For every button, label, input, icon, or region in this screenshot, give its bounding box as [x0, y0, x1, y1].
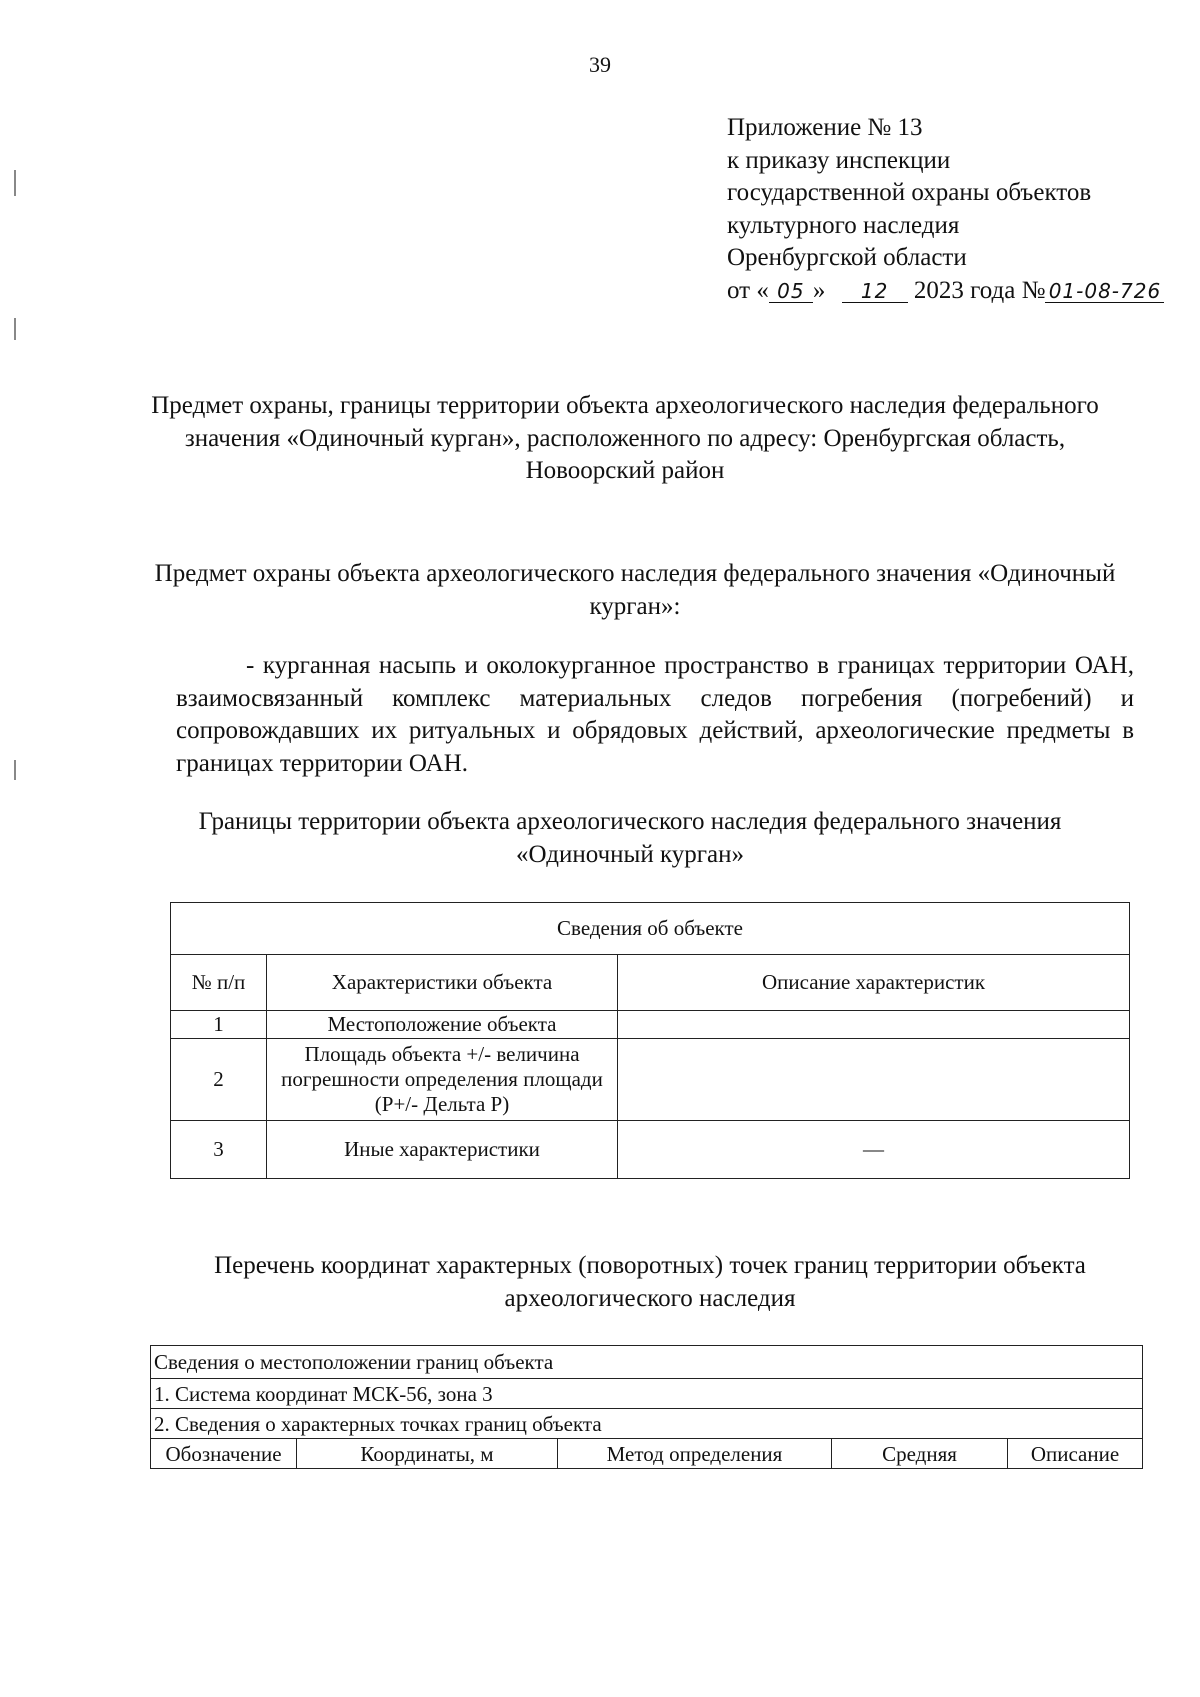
scan-speck: [14, 318, 16, 340]
row-num: 3: [171, 1121, 267, 1179]
location-table: [150, 1345, 1143, 1469]
appendix-line-1: Приложение № 13: [727, 114, 923, 141]
location-row-2: 1. Система координат МСК-56, зона 3: [151, 1379, 1143, 1409]
col-description: Описание: [1008, 1439, 1143, 1469]
subject-text: - курганная насыпь и околокурганное пространство в границах территории ОАН, взаимосвязанный комплекс материальных следов погребения (погребений) и сопровождавших их ритуальных и обрядовых действий, археологические предметы в границах территории ОАН.: [176, 652, 1134, 777]
appendix-line-2: к приказу инспекции: [727, 146, 951, 174]
location-row-1: Сведения о местоположении границ объекта: [151, 1346, 1143, 1379]
handwritten-day: 05: [769, 280, 813, 303]
date-prefix: от «: [727, 276, 769, 304]
col-designation: Обозначение: [151, 1439, 297, 1469]
table-row: [171, 1011, 1130, 1039]
row-characteristic: Местоположение объекта: [267, 1011, 618, 1039]
appendix-line-4: культурного наследия: [727, 211, 960, 239]
row-characteristic: Иные характеристики: [267, 1121, 618, 1179]
main-title: Предмет охраны, границы территории объекта археологического наследия федерального значения «Одиночный курган», расположенного по адресу: Оренбургская область, Новоорский район: [151, 392, 1099, 484]
handwritten-order-number: 01-08-726: [1045, 280, 1164, 303]
col-method: Метод определения: [558, 1439, 832, 1469]
row-characteristic: Площадь объекта +/- величина погрешности определения площади (P+/- Дельта P): [267, 1039, 618, 1121]
table-row: [171, 1121, 1130, 1179]
handwritten-month: 12: [842, 280, 908, 303]
location-row-3: 2. Сведения о характерных точках границ объекта: [151, 1409, 1143, 1439]
col-coordinates: Координаты, м: [297, 1439, 558, 1469]
object-table-caption: Сведения об объекте: [171, 903, 1130, 955]
scan-speck: [14, 760, 16, 780]
subject-heading: Предмет охраны объекта археологического наследия федерального значения «Одиночный курган»:: [154, 560, 1116, 620]
col-average: Средняя: [832, 1439, 1008, 1469]
object-info-table: [170, 902, 1130, 1179]
subject-paragraph: [176, 650, 1134, 780]
row-description: [618, 1011, 1130, 1039]
header-characteristic: Характеристики объекта: [267, 955, 618, 1011]
header-num: № п/п: [171, 955, 267, 1011]
row-description: [618, 1039, 1130, 1121]
scan-speck: [14, 170, 16, 196]
appendix-line-3: государственной охраны объектов: [727, 179, 1092, 206]
header-description: Описание характеристик: [618, 955, 1130, 1011]
year-text: 2023 года №: [913, 276, 1046, 304]
row-num: 1: [171, 1011, 267, 1039]
row-description: —: [618, 1121, 1130, 1179]
bounds-heading: Границы территории объекта археологического наследия федерального значения «Одиночный курган»: [198, 808, 1062, 868]
table-row: [171, 1039, 1130, 1121]
date-mid: »: [812, 276, 826, 304]
appendix-line-5: Оренбургской области: [727, 244, 967, 271]
coords-heading: Перечень координат характерных (поворотных) точек границ территории объекта археологического наследия: [214, 1252, 1086, 1312]
appendix-block: [727, 112, 1187, 307]
appendix-date-line: [727, 275, 1187, 308]
row-num: 2: [171, 1039, 267, 1121]
page-number: 39: [589, 52, 611, 77]
